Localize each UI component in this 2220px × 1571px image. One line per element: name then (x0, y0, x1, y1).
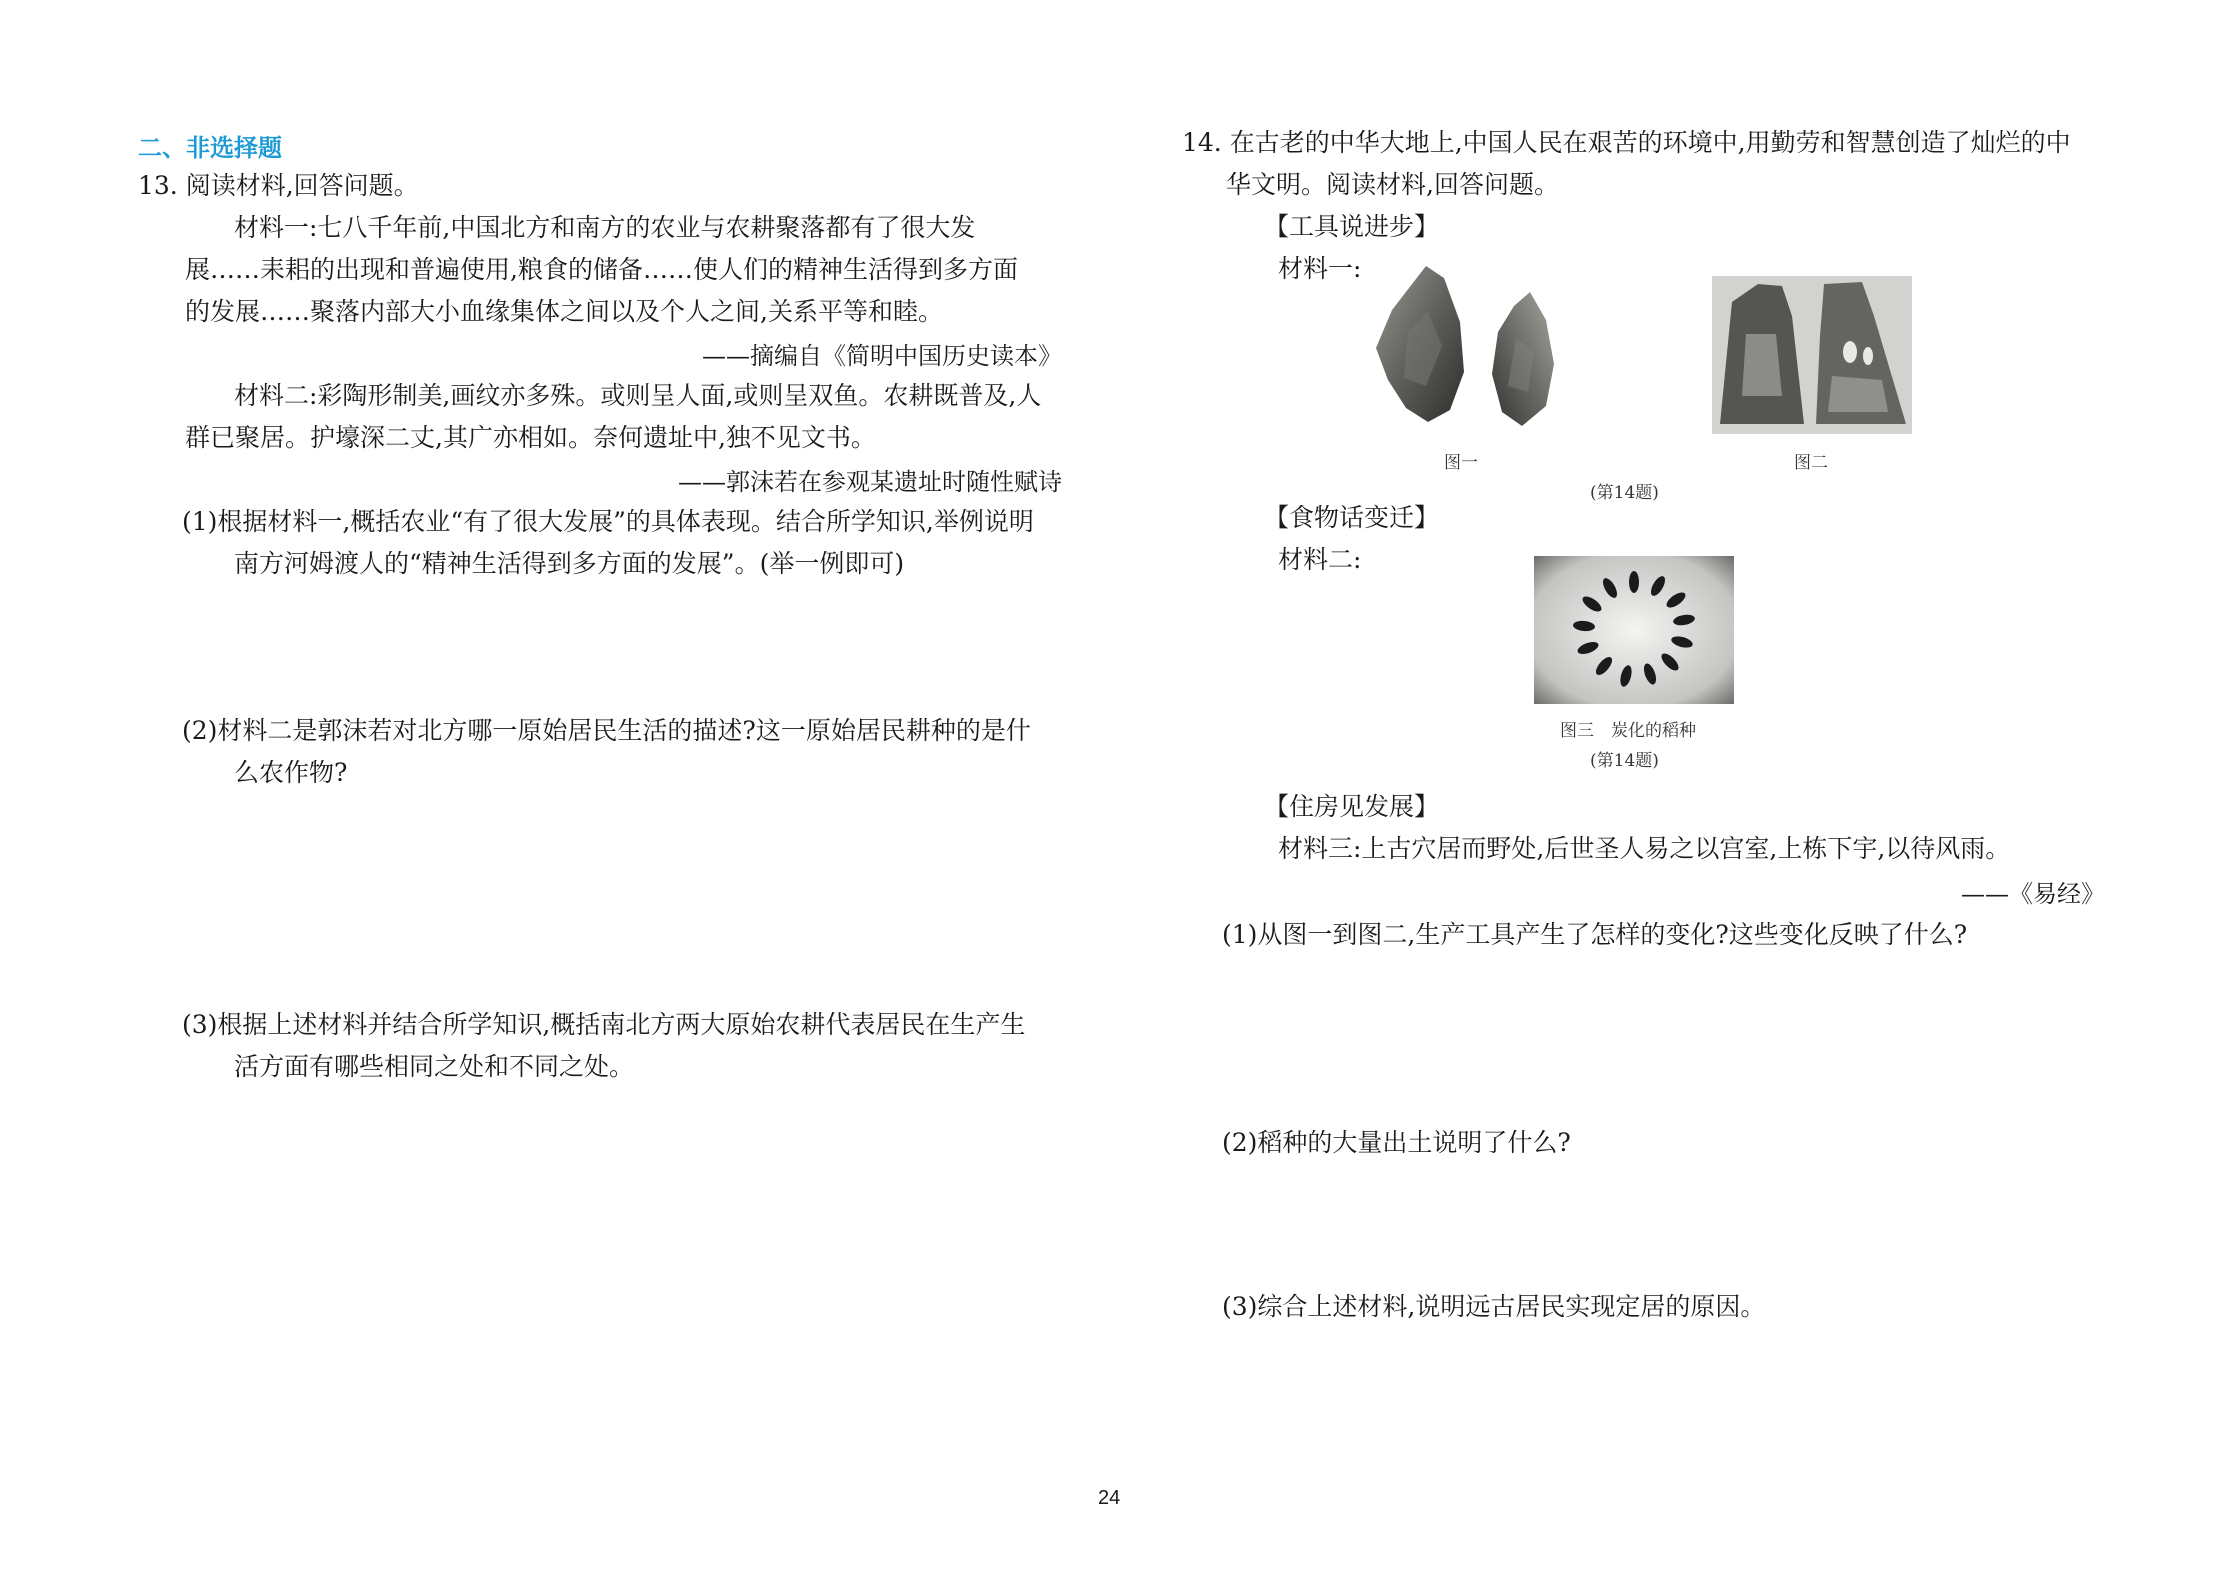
answer-area-q13-3[interactable] (185, 1095, 1062, 1355)
heading-housing: 【住房见发展】 (1264, 792, 1440, 821)
section-title: 二、非选择题 (138, 134, 282, 162)
answer-area-q14-3[interactable] (1222, 1332, 2102, 1462)
heading-food: 【食物话变迁】 (1264, 503, 1440, 532)
figure-1-caption: 图一 (1444, 453, 1478, 473)
answer-area-q14-1[interactable] (1222, 960, 2102, 1120)
answer-area-q13-1[interactable] (185, 590, 1062, 710)
answer-area-q13-2[interactable] (185, 800, 1062, 1000)
figure-note-1: (第14题) (1590, 483, 1659, 503)
bone-tools-image (1712, 276, 1912, 434)
page-number: 24 (1098, 1487, 1121, 1509)
q14-material-2-label: 材料二: (1278, 545, 1362, 574)
stone-tools-image (1368, 262, 1568, 434)
q13-stem: 13. 阅读材料,回答问题。 (138, 171, 419, 200)
q14-material-3: 材料三:上古穴居而野处,后世圣人易之以宫室,上栋下宇,以待风雨。 (1278, 834, 2011, 863)
figure-3-caption: 图三 炭化的稻种 (1560, 721, 1696, 741)
q14-question-3: (3)综合上述材料,说明远古居民实现定居的原因。 (1222, 1292, 1766, 1321)
figure-note-2: (第14题) (1590, 751, 1659, 771)
q13-material-1-source: ——摘编自《简明中国历史读本》 (702, 342, 1062, 370)
q14-question-2: (2)稻种的大量出土说明了什么? (1222, 1128, 1571, 1157)
q14-material-3-source: ——《易经》 (1961, 880, 2105, 908)
answer-area-q14-2[interactable] (1222, 1168, 2102, 1288)
figure-2-caption: 图二 (1794, 453, 1828, 473)
rice-seeds-image (1534, 556, 1734, 704)
q14-material-1-label: 材料一: (1278, 254, 1362, 283)
q14-question-1: (1)从图一到图二,生产工具产生了怎样的变化?这些变化反映了什么? (1222, 920, 1968, 949)
q13-material-2-source: ——郭沫若在参观某遗址时随性赋诗 (678, 468, 1062, 496)
heading-tools: 【工具说进步】 (1264, 212, 1440, 241)
